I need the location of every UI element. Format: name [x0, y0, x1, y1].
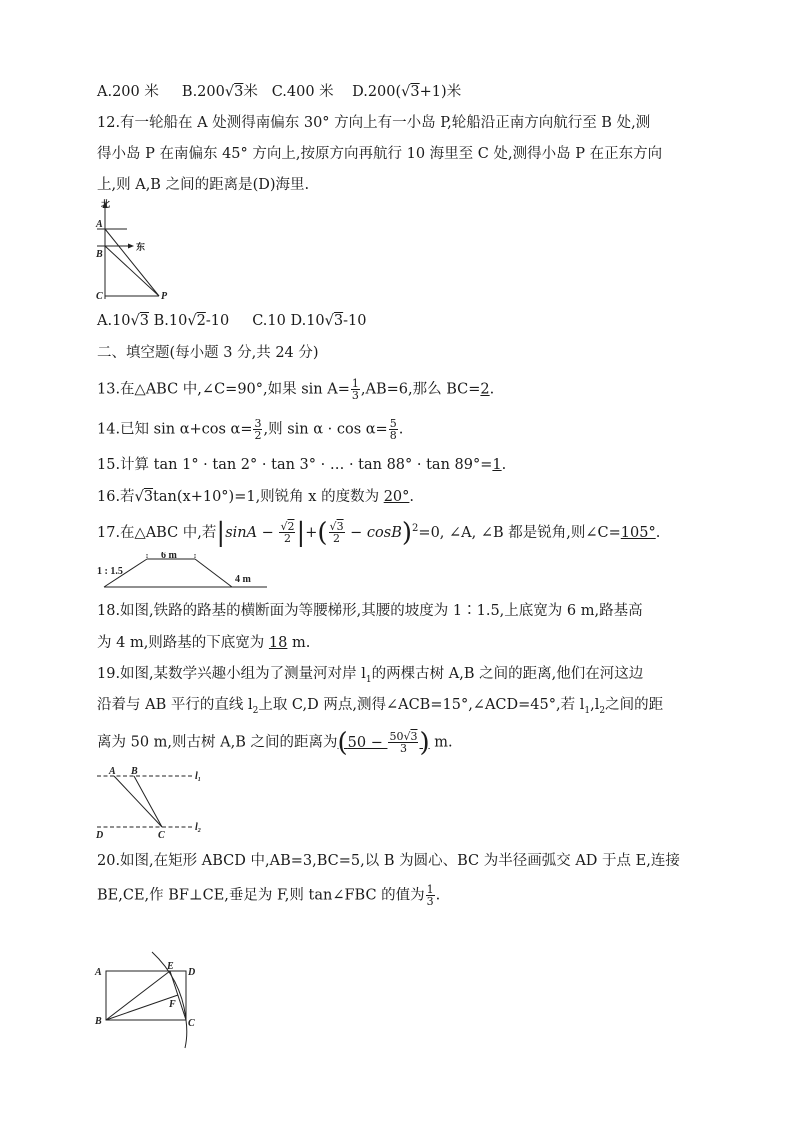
q11-options — [97, 82, 461, 102]
q18-line2: 为 4 m,则路基的下底宽为 18 m. — [97, 635, 311, 651]
q18-figure — [92, 552, 272, 592]
q19-line1: 19.如图,某数学兴趣小组为了测量河对岸 $l_1$的两棵古树 A,B 之间的距离,他们在河这边 — [97, 666, 644, 685]
fig18-height: 4 m — [235, 574, 251, 585]
q15: 15.计算 tan 1° · tan 2° · tan 3° · … · tan 88° · tan 89°=1. — [97, 457, 507, 473]
q11-option-c: C.400 米 — [271, 84, 334, 100]
q14-answer-fraction: $\frac{5}{8}$ — [389, 417, 397, 442]
fig19-label-d: D — [96, 830, 104, 841]
q12-option-b: B.10√2-10 — [153, 313, 230, 329]
fig19-label-c: C — [158, 830, 165, 841]
q13-fraction: $\frac{1}{3}$ — [351, 377, 359, 402]
fig18-top-width: 6 m — [161, 552, 177, 561]
q13-answer: 2 — [480, 381, 490, 398]
q12-line3: 上,则 A,B 之间的距离是(D)海里. — [97, 177, 310, 193]
fig20-label-a: A — [95, 967, 102, 978]
q11-option-a: A.200 米 — [97, 84, 159, 100]
q12-option-c: C.10 — [252, 313, 286, 329]
fig12-north: 北 — [101, 199, 111, 209]
q19-line2: 沿着与 AB 平行的直线 $l_2$上取 C,D 两点,测得∠ACB=15°,∠ACD=45°,若 $l_1,l_2$之间的距 — [97, 697, 664, 716]
fig12-east: 东 — [136, 242, 146, 252]
q20-answer-fraction: $\frac{1}{3}$ — [426, 883, 434, 908]
fig12-label-c: C — [96, 291, 103, 302]
q16-answer: 20° — [383, 489, 410, 505]
q12-line1: 12.有一轮船在 A 处测得南偏东 30° 方向上有一小岛 P,轮船沿正南方向航行至 B 处,测 — [97, 115, 651, 131]
q12-figure — [92, 197, 172, 307]
fig12-label-a: A — [96, 219, 103, 230]
q17: 17.在△ABC 中,若|sinA − $\frac{√2}{2}$ |+( $\frac{√3}{2}$ − cosB)$^2$=0, ∠A, ∠B 都是锐角,则∠C=105°. — [97, 517, 661, 548]
fig12-label-p: P — [161, 291, 168, 302]
fig20-label-b: B — [95, 1016, 102, 1027]
q17-fraction-sqrt2: $\frac{√2}{2}$ — [280, 520, 295, 546]
q12-options — [97, 311, 367, 331]
q11-option-b: B.200√3米 — [181, 84, 258, 100]
fig19-label-a: A — [109, 766, 116, 777]
q20-line1: 20.如图,在矩形 ABCD 中,AB=3,BC=5,以 B 为圆心、BC 为半径画弧交 AD 于点 E,连接 — [97, 853, 680, 869]
q12-option-a: A.10√3 — [97, 313, 150, 329]
section-2-heading: 二、填空题(每小题 3 分,共 24 分) — [97, 345, 319, 361]
q18-answer: 18 — [268, 635, 288, 651]
q19-figure — [92, 764, 212, 842]
q17-answer: 105° — [620, 524, 656, 541]
q20-figure — [92, 950, 212, 1050]
q13: 13.在△ABC 中,∠C=90°,如果 sin A= $\frac{1}{3}$ ,AB=6,那么 BC=2. — [97, 377, 495, 402]
fig19-label-b: B — [131, 766, 138, 777]
fig19-label-l1: $l_1$ — [195, 771, 201, 783]
q17-fraction-sqrt3: $\frac{√3}{2}$ — [329, 520, 344, 546]
q14-fraction-1: $\frac{3}{2}$ — [254, 417, 262, 442]
fig20-label-d: D — [188, 967, 196, 978]
q19-line3: 离为 50 m,则古树 A,B 之间的距离为(50 − $\frac{50√3}{3}$ ) m. — [97, 727, 453, 758]
q16: 16.若√3tan(x+10°)=1,则锐角 x 的度数为 20°. — [97, 489, 414, 505]
fig20-label-e: E — [167, 961, 174, 972]
q20-line2: BE,CE,作 BF⊥CE,垂足为 F,则 tan∠FBC 的值为 $\frac{1}{3}$ . — [97, 883, 441, 908]
fig12-label-b: B — [96, 249, 103, 260]
q12-option-d: D.10√3-10 — [290, 313, 367, 329]
fig20-label-c: C — [188, 1018, 195, 1029]
q12-line2: 得小岛 P 在南偏东 45° 方向上,按原方向再航行 10 海里至 C 处,测得小岛 P 在正东方向 — [97, 146, 663, 162]
fig18-slope: 1 : 1.5 — [97, 566, 123, 577]
q11-option-d: D.200(√3+1)米 — [352, 84, 462, 100]
fig19-label-l2: $l_2$ — [195, 822, 201, 834]
q19-answer: (50 − $\frac{50√3}{3}$ ) — [337, 727, 430, 758]
q18-line1: 18.如图,铁路的路基的横断面为等腰梯形,其腰的坡度为 1∶1.5,上底宽为 6 m,路基高 — [97, 603, 643, 619]
q15-answer: 1 — [492, 457, 502, 473]
q14: 14.已知 sin α+cos α= $\frac{3}{2}$ ,则 sin α · cos α= $\frac{5}{8}$ . — [97, 417, 404, 442]
fig20-label-f: F — [169, 999, 176, 1010]
